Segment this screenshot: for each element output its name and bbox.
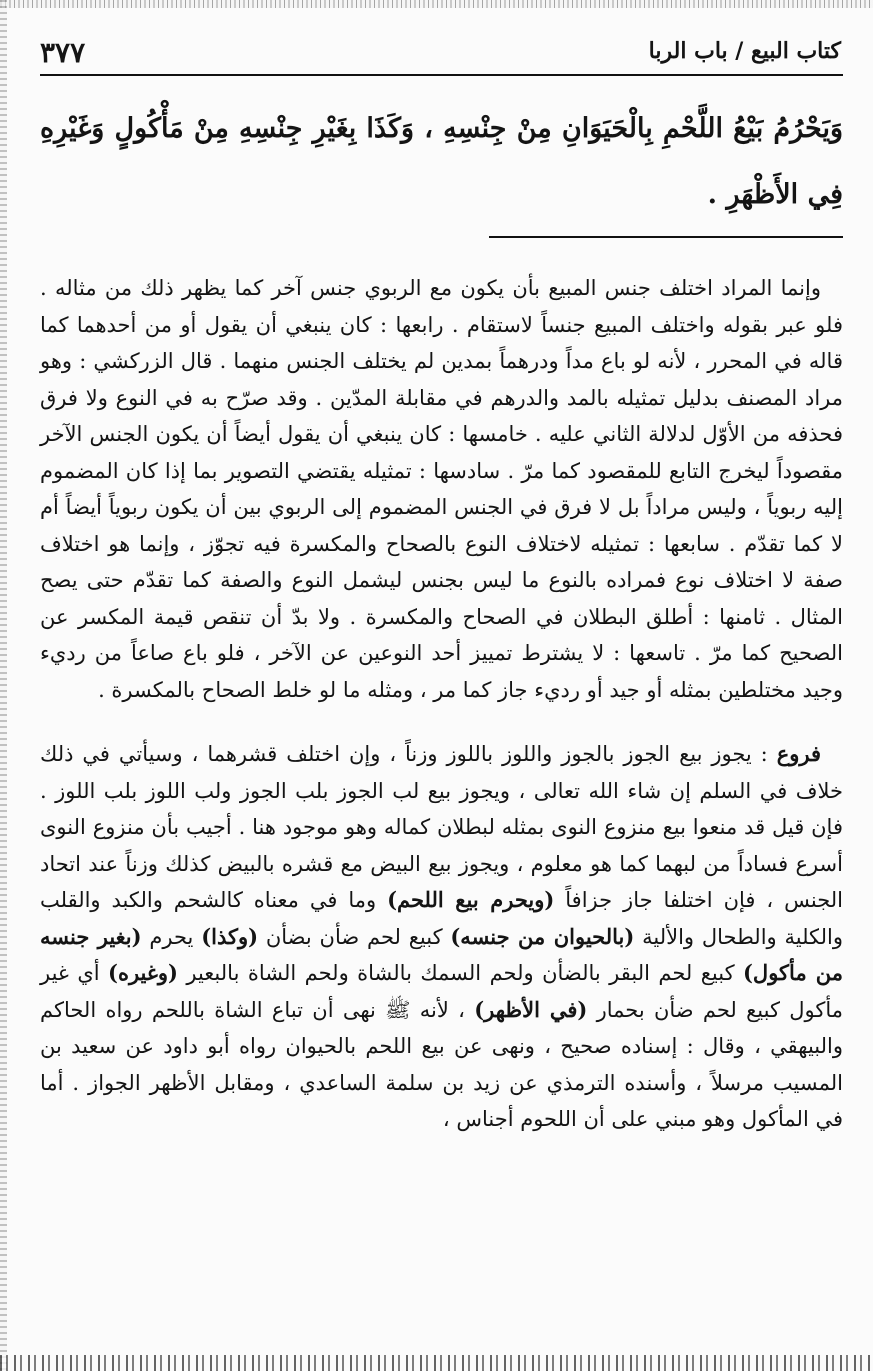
matn-paragraph: وَيَحْرُمُ بَيْعُ اللَّحْمِ بِالْحَيَوَانِ مِنْ جِنْسِهِ ، وَكَذَا بِغَيْرِ جِنْسِهِ مِنْ مَأْكُولٍ وَغَيْرِهِ فِي الأَظْهَرِ .	[40, 113, 843, 210]
sharh-paragraph-1: وإنما المراد اختلف جنس المبيع بأن يكون مع الربوي جنس آخر كما يظهر ذلك من مثاله . فلو عبر بقوله واختلف المبيع جنساً لاستقام . رابعها : كان ينبغي أن يقول أو من أحدهما كما قاله في المحرر ، لأنه لو باع مداً ودرهماً بمدين لم يختلف الجنس منهما . قال الزركشي : وهو مراد المصنف بدليل تمثيله بالمد والدرهم في مقابلة المدّين . وقد صرّح به في النوع ولا فرق فحذفه من الأوّل لدلالة الثاني عليه . خامسها : كان ينبغي أن يقول أيضاً أن يكون الجنس الآخر مقصوداً ليخرج التابع للمقصود كما مرّ . سادسها : تمثيله يقتضي التصوير بما إذا كان المضموم إليه ربوياً ، وليس مراداً بل لا فرق في الجنس المضموم إلى الربوي بين أن يكون ربوياً أيضاً أم لا كما تقدّم . سابعها : تمثيله لاختلاف النوع بالصحاح والمكسرة فيه تجوّز ، وإنما هو اختلاف صفة لا اختلاف نوع فمراده بالنوع ما ليس بجنس ليشمل النوع والصفة كما تقدّم حتى يصح المثال . ثامنها : أطلق البطلان في الصحاح والمكسرة . ولا بدّ أن تنقص قيمة المكسر عن الصحيح كما مرّ . تاسعها : لا يشترط تمييز أحد النوعين عن الآخر ، فلو باع صاعاً من رديء وجيد مختلطين بمثله أو جيد أو رديء جاز كما مر ، ومثله ما لو خلط الصحاح بالمكسرة .	[40, 276, 843, 702]
page-number: ٣٧٧	[40, 36, 86, 69]
bottom-ornamental-border	[0, 1355, 873, 1371]
matn-quote: (ويحرم بيع اللحم)	[387, 887, 555, 912]
matn-text-block	[40, 96, 843, 228]
furu-text: كبيع لحم ضأن بضأن	[258, 924, 451, 949]
page-header	[40, 34, 843, 76]
matn-quote: (وغيره)	[108, 960, 178, 985]
furu-text: يحرم	[141, 924, 202, 949]
furu-text: : يجوز بيع الجوز بالجوز واللوز باللوز وزناً ، وإن اختلف قشرهما ، وسيأتي في ذلك خلاف في السلم إن شاء الله تعالى ، ويجوز بيع لب الجوز بلب الجوز ولب اللوز بلب اللوز . فإن قيل قد منعوا بيع منزوع النوى بمثله لبطلان كماله وهو موجود هنا . أجيب بأن منزوع النوى أسرع فساداً من لبهما كما هو معلوم ، ويجوز بيع البيض مع قشره بالبيض كذلك وزناً عند اتحاد الجنس ، فإن اختلفا جاز جزافاً	[40, 742, 844, 912]
matn-quote: (بغير جنسه من مأكول)	[40, 923, 843, 985]
left-page-edge	[0, 0, 7, 1371]
matn-quote: (وكذا)	[201, 923, 259, 949]
sharh-paragraph-furu	[40, 736, 843, 1138]
matn-quote: (في الأظهر)	[474, 996, 588, 1022]
matn-sharh-divider	[489, 236, 843, 238]
furu-text: وما في معناه كالشحم والكبد والقلب والكلية والطحال والألية	[40, 888, 843, 949]
top-ornamental-border	[0, 0, 873, 8]
furu-text: أي غير مأكول كبيع لحم ضأن بحمار	[40, 961, 843, 1022]
furu-heading: فروع	[776, 741, 821, 766]
furu-text: ، لأنه ﷺ نهى أن تباع الشاة باللحم رواه الحاكم والبيهقي ، وقال : إسناده صحيح ، ونهى عن بيع اللحم بالحيوان رواه أبو داود عن سعيد بن المسيب مرسلاً ، وأسنده الترمذي عن زيد بن سلمة الساعدي ، ومقابل الأظهر الجواز . أما في المأكول وهو مبني على أن اللحوم أجناس ،	[40, 997, 843, 1131]
matn-quote: (بالحيوان من جنسه)	[450, 923, 635, 949]
furu-text: كبيع لحم البقر بالضأن ولحم السمك بالشاة ولحم الشاة بالبعير	[177, 961, 743, 985]
running-head: كتاب البيع / باب الربا	[648, 38, 841, 64]
sharh-commentary-block	[40, 270, 843, 1138]
